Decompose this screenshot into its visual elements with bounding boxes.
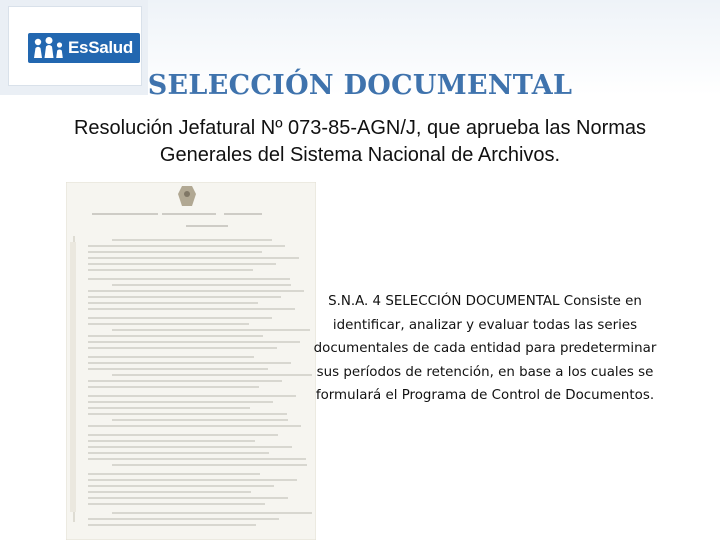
slide-title: SELECCIÓN DOCUMENTAL (147, 70, 573, 101)
scanned-document-graphic (66, 182, 316, 540)
logo-text: EsSalud (68, 38, 133, 57)
essalud-logo (28, 33, 140, 63)
slide-body-text: S.N.A. 4 SELECCIÓN DOCUMENTAL Consiste en identificar, analizar y evaluar todas las series documentales de cada entidad para predeterminar sus períodos de retención, en base a los cuales se formulará el Programa de Control de Documentos. (313, 294, 657, 403)
slide-subtitle: Resolución Jefatural Nº 073-85-AGN/J, que aprueba las Normas Generales del Sistema Nacional de Archivos. (73, 117, 647, 166)
scanned-document-image (66, 182, 316, 540)
family-icon (32, 36, 66, 60)
